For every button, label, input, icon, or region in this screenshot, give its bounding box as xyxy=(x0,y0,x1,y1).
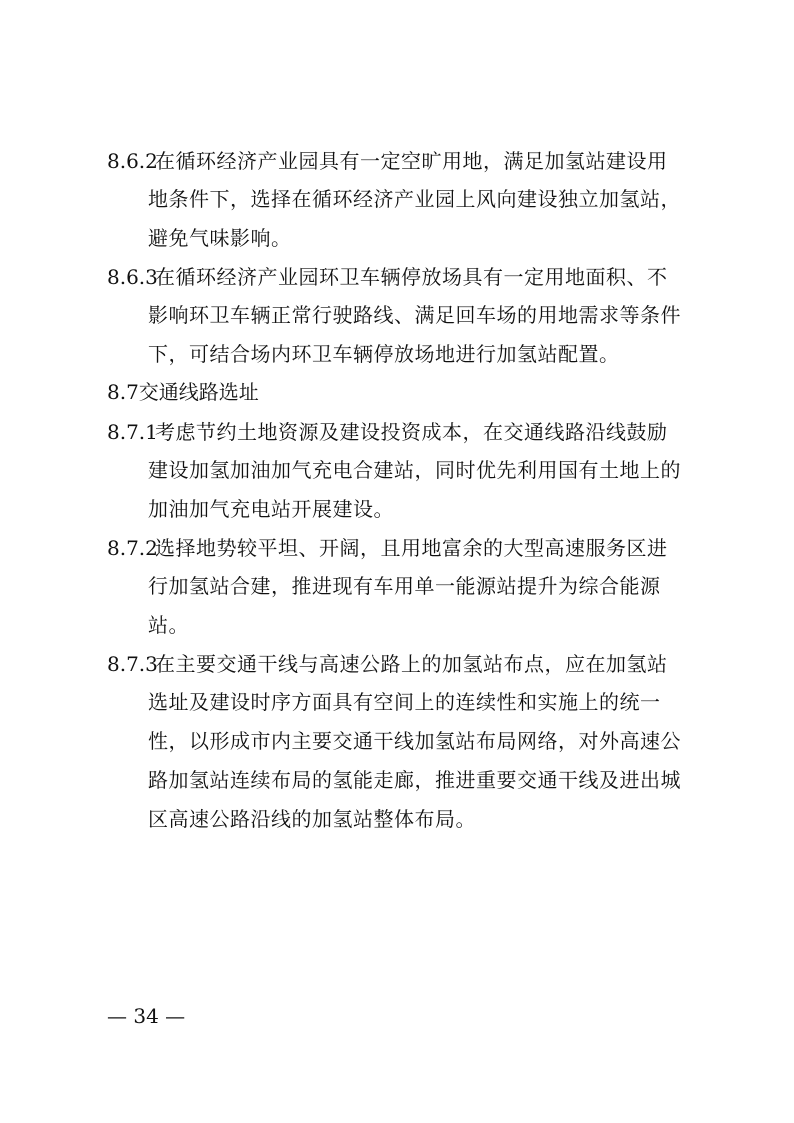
clause-number: 8.7.2 xyxy=(107,536,158,560)
clause-line: 路加氢站连续布局的氢能走廊，推进重要交通干线及进出城 xyxy=(148,768,681,792)
clause-line: 区高速公路沿线的加氢站整体布局。 xyxy=(148,807,476,831)
clause-line: 加油加气充电站开展建设。 xyxy=(148,497,394,521)
clause-line: 性，以形成市内主要交通干线加氢站布局网络，对外高速公 xyxy=(148,729,681,753)
clause-line: 选择地势较平坦、开阔，且用地富余的大型高速服务区进 xyxy=(155,536,668,560)
clause-line: 建设加氢加油加气充电合建站，同时优先利用国有土地上的 xyxy=(148,458,681,482)
clause-number: 8.7.3 xyxy=(107,652,158,676)
clause-line: 影响环卫车辆正常行驶路线、满足回车场的用地需求等条件 xyxy=(148,303,681,327)
clause-line: 考虑节约土地资源及建设投资成本，在交通线路沿线鼓励 xyxy=(155,420,668,444)
clause-line: 在主要交通干线与高速公路上的加氢站布点，应在加氢站 xyxy=(155,652,668,676)
clause-line: 行加氢站合建，推进现有车用单一能源站提升为综合能源 xyxy=(148,574,661,598)
clause-line: 站。 xyxy=(148,613,189,637)
clause-number: 8.7.1 xyxy=(107,420,158,444)
clause-line: 选址及建设时序方面具有空间上的连续性和实施上的统一 xyxy=(148,690,661,714)
page-number: — 34 — xyxy=(107,1004,186,1028)
clause-line: 避免气味影响。 xyxy=(148,226,292,250)
clause-number: 8.6.2 xyxy=(107,149,158,173)
section-heading: 8.7交通线路选址 xyxy=(107,380,259,404)
clause-number: 8.6.3 xyxy=(107,265,158,289)
clause-line: 下，可结合场内环卫车辆停放场地进行加氢站配置。 xyxy=(148,342,620,366)
clause-line: 地条件下，选择在循环经济产业园上风向建设独立加氢站， xyxy=(148,187,681,211)
clause-line: 在循环经济产业园环卫车辆停放场具有一定用地面积、不 xyxy=(155,265,668,289)
clause-line: 在循环经济产业园具有一定空旷用地，满足加氢站建设用 xyxy=(155,149,668,173)
